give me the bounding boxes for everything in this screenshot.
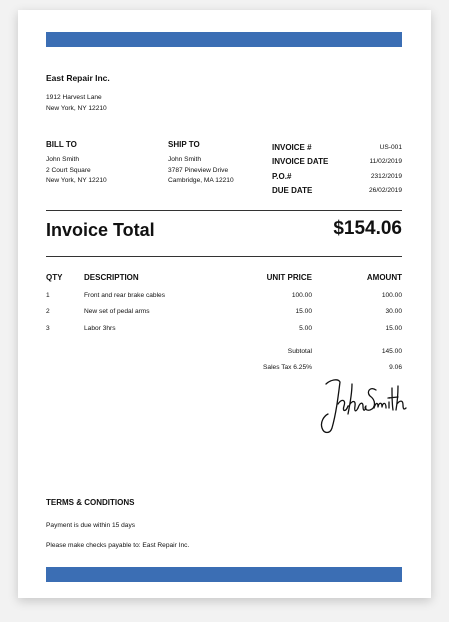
invoice-meta bbox=[272, 140, 402, 198]
po-number-row bbox=[272, 169, 402, 184]
terms-line-1: Payment is due within 15 days bbox=[46, 522, 136, 529]
subtotal-label: Subtotal bbox=[287, 348, 312, 355]
bill-to-line1: 2 Court Square bbox=[46, 166, 91, 174]
invoice-date-label: INVOICE DATE bbox=[272, 157, 329, 167]
amount-header: AMOUNT bbox=[366, 273, 402, 282]
row-description: New set of pedal arms bbox=[84, 308, 150, 315]
invoice-number-row bbox=[272, 140, 402, 155]
terms-heading: TERMS & CONDITIONS bbox=[46, 498, 135, 507]
ship-to-heading: SHIP TO bbox=[168, 140, 200, 149]
invoice-total-value: $154.06 bbox=[333, 218, 402, 239]
divider-bottom bbox=[46, 256, 402, 257]
company-address-line2: New York, NY 12210 bbox=[46, 104, 107, 112]
table-header bbox=[46, 273, 402, 290]
ship-to-address bbox=[168, 155, 234, 187]
row-amount: 30.00 bbox=[385, 308, 402, 315]
row-unit-price: 100.00 bbox=[291, 291, 312, 299]
due-date-row bbox=[272, 184, 402, 199]
bill-to-address bbox=[46, 155, 107, 187]
footer-color-band bbox=[46, 567, 402, 582]
invoice-number-value: US-001 bbox=[379, 143, 402, 151]
row-qty: 2 bbox=[46, 308, 50, 315]
invoice-date-row bbox=[272, 155, 402, 170]
company-address bbox=[46, 93, 107, 114]
table-row bbox=[46, 325, 402, 342]
signature-image bbox=[308, 370, 408, 440]
invoice-date-value: 11/02/2019 bbox=[369, 158, 402, 166]
row-qty: 1 bbox=[46, 291, 50, 299]
divider-top bbox=[46, 210, 402, 211]
sales-tax-label: Sales Tax 6.25% bbox=[263, 364, 312, 371]
unit-price-header: UNIT PRICE bbox=[266, 273, 312, 282]
invoice-page bbox=[18, 10, 431, 598]
table-row bbox=[46, 308, 402, 325]
ship-to-name: John Smith bbox=[168, 156, 201, 163]
terms-line-2: Please make checks payable to: East Repair Inc. bbox=[46, 542, 190, 549]
row-amount: 100.00 bbox=[381, 291, 402, 299]
due-date-label: DUE DATE bbox=[272, 186, 313, 196]
sales-tax-value: 9.06 bbox=[389, 364, 402, 371]
po-number-value: 2312/2019 bbox=[370, 172, 402, 180]
row-description: Labor 3hrs bbox=[84, 324, 116, 332]
row-unit-price: 15.00 bbox=[295, 308, 312, 315]
company-name: East Repair Inc. bbox=[46, 73, 110, 83]
company-address-line1: 1912 Harvest Lane bbox=[46, 94, 102, 101]
qty-header: QTY bbox=[46, 273, 63, 282]
ship-to-line1: 3787 Pineview Drive bbox=[168, 166, 229, 174]
row-qty: 3 bbox=[46, 324, 50, 332]
subtotal-row bbox=[218, 348, 402, 364]
row-amount: 15.00 bbox=[385, 324, 402, 332]
due-date-value: 26/02/2019 bbox=[368, 187, 402, 195]
row-description: Front and rear brake cables bbox=[84, 291, 165, 299]
line-items-table bbox=[46, 273, 402, 341]
header-color-band bbox=[46, 32, 402, 47]
description-header: DESCRIPTION bbox=[84, 273, 139, 282]
table-row bbox=[46, 292, 402, 309]
bill-to-heading: BILL TO bbox=[46, 140, 77, 149]
bill-to-name: John Smith bbox=[46, 156, 79, 163]
row-unit-price: 5.00 bbox=[299, 324, 312, 332]
invoice-number-label: INVOICE # bbox=[272, 142, 312, 152]
ship-to-line2: Cambridge, MA 12210 bbox=[168, 177, 234, 184]
bill-to-line2: New York, NY 12210 bbox=[46, 177, 107, 184]
invoice-total-label: Invoice Total bbox=[46, 220, 155, 240]
subtotal-value: 145.00 bbox=[381, 348, 402, 355]
po-number-label: P.O.# bbox=[272, 171, 292, 181]
